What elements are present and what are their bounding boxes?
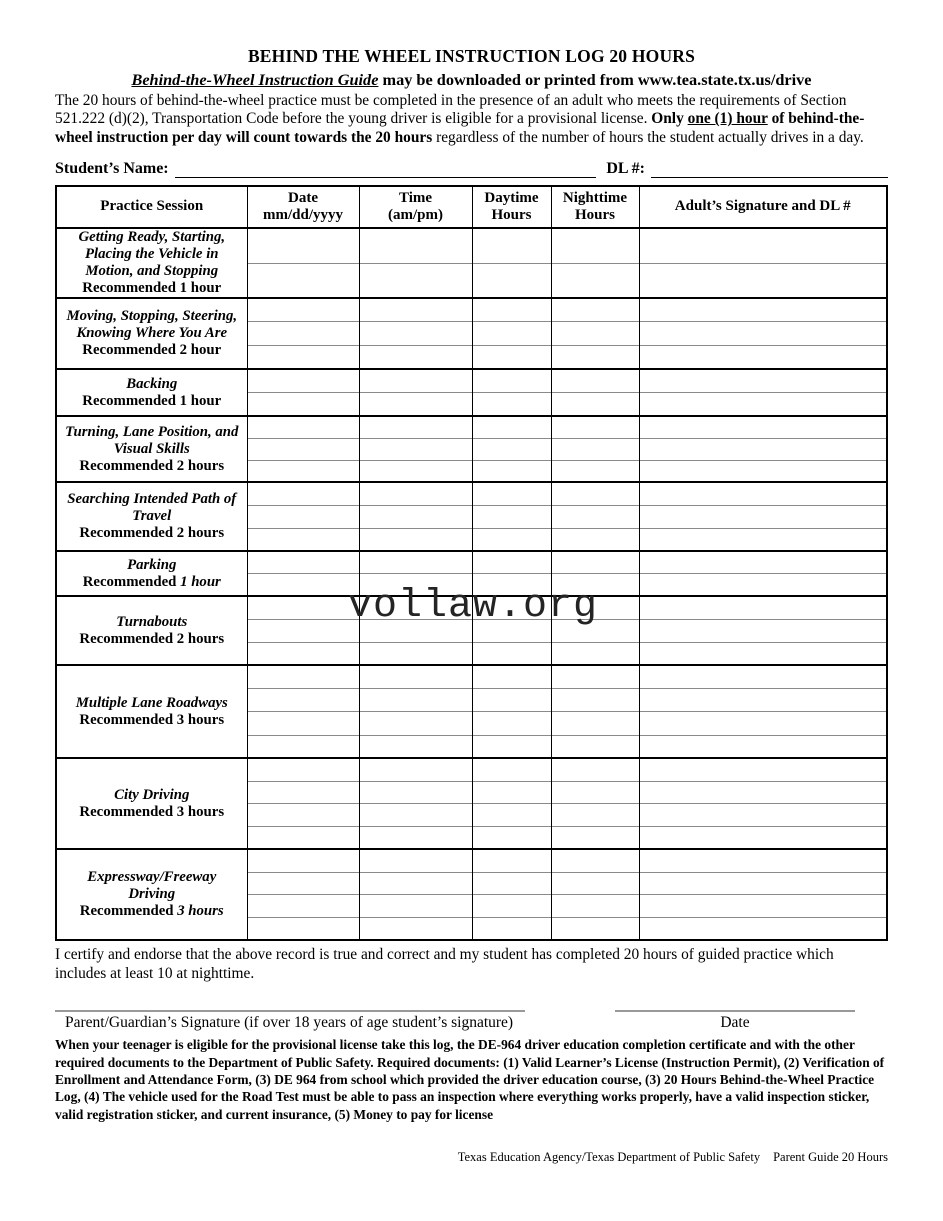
log-entry-cell[interactable] — [472, 574, 551, 597]
session-label — [56, 298, 247, 369]
log-entry-cell[interactable] — [359, 298, 472, 322]
intro-text-2: regardless of the number of hours the student actually drives in a day. — [432, 128, 864, 146]
log-entry-cell[interactable] — [472, 322, 551, 346]
log-entry-cell[interactable] — [359, 895, 472, 918]
guide-name-text: Behind-the-Wheel Instruction Guide — [131, 70, 379, 89]
log-entry-cell[interactable] — [472, 895, 551, 918]
log-entry-cell[interactable] — [639, 619, 887, 642]
log-entry-cell[interactable] — [247, 665, 359, 688]
watermark: vollaw.org — [348, 584, 599, 629]
log-entry-cell[interactable] — [472, 781, 551, 804]
log-entry-cell[interactable] — [359, 263, 472, 298]
session-title: Backing — [126, 375, 178, 392]
log-entry-cell[interactable] — [551, 528, 639, 551]
log-entry-cell[interactable] — [472, 346, 551, 370]
log-entry-cell[interactable] — [639, 918, 887, 941]
log-entry-cell[interactable] — [551, 438, 639, 460]
log-entry-cell[interactable] — [247, 781, 359, 804]
log-entry-cell[interactable] — [247, 849, 359, 872]
log-entry-cell[interactable] — [472, 482, 551, 505]
log-entry-cell[interactable] — [551, 322, 639, 346]
footer-doc-name: Parent Guide 20 Hours — [773, 1150, 888, 1164]
log-entry-cell[interactable] — [247, 735, 359, 758]
log-entry-cell[interactable] — [359, 872, 472, 895]
fine-print: When your teenager is eligible for the provisional license take this log, the DE-964 driver education completion certificate and with the other required documents to the Department of Public Safety. Required documents: (1) Valid Learner’s License (Instruction Permit), (2) Verification of Enrollment and Attendance Form, (3) DE 964 from school which provided the driver education course, (3) 20 Hours Behind-the-Wheel Practice Log, (4) The vehicle used for the Road Test must be able to pass an inspection where everything works properly, have a valid inspection sticker, valid registration sticker, and current insurance, (5) Money to pay for license — [55, 1037, 885, 1122]
log-entry-cell[interactable] — [639, 416, 887, 438]
session-label — [56, 758, 247, 849]
log-entry-cell[interactable] — [472, 804, 551, 827]
subtitle — [55, 70, 888, 90]
session-title: Getting Ready, Starting, Placing the Vehicle in Motion, and Stopping — [78, 229, 226, 280]
log-entry-cell[interactable] — [551, 849, 639, 872]
session-label — [56, 596, 247, 665]
session-title: Turning, Lane Position, and Visual Skills — [65, 423, 239, 457]
log-entry-cell[interactable] — [359, 758, 472, 781]
log-entry-cell[interactable] — [551, 298, 639, 322]
certification-statement: I certify and endorse that the above record is true and correct and my student has completed 20 hours of guided practice which includes at least 10 at nighttime. — [55, 946, 834, 982]
session-recommended-hours: Recommended 1 hour — [82, 280, 222, 297]
column-header-5: Adult’s Signature and DL # — [639, 186, 887, 228]
log-row — [56, 416, 887, 438]
log-entry-cell[interactable] — [472, 298, 551, 322]
log-entry-cell[interactable] — [639, 346, 887, 370]
page-title: BEHIND THE WHEEL INSTRUCTION LOG 20 HOURS — [247, 46, 696, 66]
log-entry-cell[interactable] — [247, 642, 359, 665]
log-entry-cell[interactable] — [472, 228, 551, 263]
log-entry-cell[interactable] — [551, 642, 639, 665]
log-entry-cell[interactable] — [359, 781, 472, 804]
session-title: Moving, Stopping, Steering, Knowing Where You Are — [66, 308, 238, 342]
session-label — [56, 849, 247, 940]
log-entry-cell[interactable] — [551, 619, 639, 642]
log-entry-cell[interactable] — [639, 665, 887, 688]
log-entry-cell[interactable] — [639, 827, 887, 850]
session-recommended-hours: Recommended 2 hours — [79, 457, 225, 474]
log-entry-cell[interactable] — [639, 505, 887, 528]
log-entry-cell[interactable] — [359, 642, 472, 665]
log-entry-cell[interactable] — [639, 804, 887, 827]
log-row — [56, 551, 887, 574]
column-header-2: Time (am/pm) — [359, 186, 472, 228]
log-row — [56, 228, 887, 263]
page-footer — [458, 1150, 888, 1165]
log-entry-cell[interactable] — [472, 505, 551, 528]
log-row — [56, 849, 887, 872]
session-title: Multiple Lane Roadways — [75, 694, 228, 711]
date-label: Date — [720, 1014, 750, 1032]
log-row — [56, 665, 887, 688]
log-entry-cell[interactable] — [639, 689, 887, 712]
session-label — [56, 665, 247, 758]
session-recommended-hours: Recommended 3 hours — [79, 803, 225, 820]
log-entry-cell[interactable] — [247, 346, 359, 370]
log-entry-cell[interactable] — [639, 849, 887, 872]
log-entry-cell[interactable] — [247, 596, 359, 619]
session-recommended-hours: Recommended 3 hours — [79, 903, 224, 920]
log-entry-cell[interactable] — [551, 872, 639, 895]
log-entry-cell[interactable] — [247, 298, 359, 322]
parent-signature-field[interactable] — [55, 1009, 525, 1012]
log-entry-cell[interactable] — [247, 482, 359, 505]
log-entry-cell[interactable] — [359, 482, 472, 505]
log-entry-cell[interactable] — [359, 804, 472, 827]
log-row — [56, 298, 887, 322]
session-label — [56, 228, 247, 298]
log-entry-cell[interactable] — [247, 438, 359, 460]
session-title: Searching Intended Path of Travel — [67, 491, 237, 525]
log-entry-cell[interactable] — [639, 393, 887, 417]
session-recommended-hours: Recommended 2 hours — [79, 525, 225, 542]
signature-row — [55, 1009, 888, 1032]
log-entry-cell[interactable] — [247, 528, 359, 551]
session-recommended-hours: Recommended 1 hour — [82, 392, 222, 409]
log-entry-cell[interactable] — [247, 228, 359, 263]
log-entry-cell[interactable] — [472, 918, 551, 941]
log-entry-cell[interactable] — [359, 849, 472, 872]
student-name-field[interactable] — [175, 160, 597, 178]
log-entry-cell[interactable] — [551, 574, 639, 597]
log-entry-cell[interactable] — [247, 804, 359, 827]
session-title: Parking — [127, 556, 177, 573]
log-entry-cell[interactable] — [551, 263, 639, 298]
log-entry-cell[interactable] — [639, 528, 887, 551]
log-entry-cell[interactable] — [639, 712, 887, 735]
log-entry-cell[interactable] — [639, 735, 887, 758]
log-row — [56, 596, 887, 619]
log-entry-cell[interactable] — [247, 551, 359, 574]
log-entry-cell[interactable] — [359, 505, 472, 528]
log-entry-cell[interactable] — [472, 872, 551, 895]
log-entry-cell[interactable] — [247, 505, 359, 528]
log-entry-cell[interactable] — [639, 322, 887, 346]
log-entry-cell[interactable] — [551, 505, 639, 528]
log-entry-cell[interactable] — [639, 228, 887, 263]
log-entry-cell[interactable] — [359, 416, 472, 438]
session-title: City Driving — [114, 786, 190, 803]
log-entry-cell[interactable] — [472, 689, 551, 712]
log-entry-cell[interactable] — [639, 369, 887, 393]
log-entry-cell[interactable] — [247, 460, 359, 482]
log-entry-cell[interactable] — [472, 849, 551, 872]
log-entry-cell[interactable] — [472, 263, 551, 298]
log-entry-cell[interactable] — [359, 322, 472, 346]
intro-bold-2: of behind-the-wheel instruction per day will count towards the 20 hours — [55, 110, 865, 146]
session-title: Expressway/Freeway Driving — [87, 869, 217, 903]
log-entry-cell[interactable] — [359, 346, 472, 370]
log-entry-cell[interactable] — [639, 298, 887, 322]
log-entry-cell[interactable] — [551, 393, 639, 417]
log-entry-cell[interactable] — [359, 369, 472, 393]
parent-signature-label: Parent/Guardian’s Signature (if over 18 years of age student’s signature) — [65, 1014, 514, 1032]
intro-bold-1: Only — [651, 110, 688, 128]
log-entry-cell[interactable] — [551, 895, 639, 918]
log-entry-cell[interactable] — [472, 735, 551, 758]
log-entry-cell[interactable] — [551, 735, 639, 758]
practice-log-table — [55, 185, 888, 941]
log-entry-cell[interactable] — [472, 460, 551, 482]
log-entry-cell[interactable] — [247, 689, 359, 712]
log-entry-cell[interactable] — [247, 574, 359, 597]
log-entry-cell[interactable] — [359, 827, 472, 850]
table-header-row — [56, 186, 887, 228]
log-entry-cell[interactable] — [472, 642, 551, 665]
log-entry-cell[interactable] — [472, 369, 551, 393]
log-entry-cell[interactable] — [472, 665, 551, 688]
log-entry-cell[interactable] — [551, 551, 639, 574]
log-entry-cell[interactable] — [551, 918, 639, 941]
log-entry-cell[interactable] — [551, 460, 639, 482]
log-entry-cell[interactable] — [247, 712, 359, 735]
column-header-0: Practice Session — [56, 186, 247, 228]
session-label — [56, 551, 247, 596]
log-entry-cell[interactable] — [247, 895, 359, 918]
log-entry-cell[interactable] — [639, 781, 887, 804]
log-entry-cell[interactable] — [247, 872, 359, 895]
log-entry-cell[interactable] — [472, 758, 551, 781]
log-entry-cell[interactable] — [247, 918, 359, 941]
log-entry-cell[interactable] — [639, 438, 887, 460]
log-entry-cell[interactable] — [359, 619, 472, 642]
log-entry-cell[interactable] — [247, 369, 359, 393]
log-entry-cell[interactable] — [359, 918, 472, 941]
log-entry-cell[interactable] — [551, 781, 639, 804]
log-entry-cell[interactable] — [639, 872, 887, 895]
log-entry-cell[interactable] — [359, 438, 472, 460]
log-row — [56, 482, 887, 505]
log-entry-cell[interactable] — [639, 758, 887, 781]
log-entry-cell[interactable] — [247, 416, 359, 438]
log-entry-cell[interactable] — [551, 346, 639, 370]
date-block — [615, 1009, 855, 1032]
log-entry-cell[interactable] — [247, 263, 359, 298]
log-entry-cell[interactable] — [359, 528, 472, 551]
session-recommended-hours: Recommended 1 hour — [82, 573, 221, 590]
log-entry-cell[interactable] — [639, 642, 887, 665]
log-entry-cell[interactable] — [359, 228, 472, 263]
log-entry-cell[interactable] — [551, 596, 639, 619]
session-label — [56, 482, 247, 551]
guide-rest-text: may be downloaded or printed from www.tea.state.tx.us/drive — [378, 70, 812, 89]
log-entry-cell[interactable] — [551, 369, 639, 393]
log-entry-cell[interactable] — [359, 551, 472, 574]
log-entry-cell[interactable] — [359, 735, 472, 758]
log-entry-cell[interactable] — [551, 712, 639, 735]
log-row — [56, 758, 887, 781]
log-entry-cell[interactable] — [551, 758, 639, 781]
intro-paragraph — [55, 92, 888, 147]
log-entry-cell[interactable] — [359, 665, 472, 688]
log-entry-cell[interactable] — [551, 827, 639, 850]
intro-bold-underline: one (1) hour — [687, 110, 768, 128]
log-row — [56, 369, 887, 393]
log-entry-cell[interactable] — [639, 895, 887, 918]
log-entry-cell[interactable] — [639, 263, 887, 298]
log-entry-cell[interactable] — [551, 665, 639, 688]
log-entry-cell[interactable] — [551, 689, 639, 712]
session-title: Turnabouts — [116, 613, 188, 630]
column-header-1: Date mm/dd/yyyy — [247, 186, 359, 228]
student-info-row — [55, 156, 888, 178]
log-entry-cell[interactable] — [551, 482, 639, 505]
log-entry-cell[interactable] — [551, 804, 639, 827]
log-entry-cell[interactable] — [472, 393, 551, 417]
log-entry-cell[interactable] — [359, 712, 472, 735]
student-name-label: Student’s Name: — [55, 160, 169, 178]
log-entry-cell[interactable] — [472, 528, 551, 551]
log-entry-cell[interactable] — [472, 551, 551, 574]
log-entry-cell[interactable] — [472, 416, 551, 438]
log-entry-cell[interactable] — [247, 827, 359, 850]
dl-number-label: DL #: — [606, 160, 645, 178]
log-entry-cell[interactable] — [247, 322, 359, 346]
log-entry-cell[interactable] — [247, 393, 359, 417]
log-entry-cell[interactable] — [472, 827, 551, 850]
log-entry-cell[interactable] — [639, 482, 887, 505]
session-label — [56, 416, 247, 482]
log-entry-cell[interactable] — [472, 596, 551, 619]
log-entry-cell[interactable] — [359, 460, 472, 482]
intro-text-1: The 20 hours of behind-the-wheel practice must be completed in the presence of an adult who meets the requirements of Section 521.222 (d)(2), Transportation Code before the young driver is eligible for a provisional license. — [55, 92, 847, 128]
log-entry-cell[interactable] — [472, 619, 551, 642]
session-recommended-hours: Recommended 2 hour — [82, 342, 222, 359]
log-entry-cell[interactable] — [247, 619, 359, 642]
log-entry-cell[interactable] — [639, 574, 887, 597]
dl-number-field[interactable] — [651, 160, 888, 178]
log-entry-cell[interactable] — [639, 551, 887, 574]
session-recommended-hours: Recommended 2 hours — [79, 630, 225, 647]
footer-agency: Texas Education Agency/Texas Department of Public Safety — [457, 1150, 761, 1164]
log-entry-cell[interactable] — [551, 228, 639, 263]
parent-signature-block — [55, 1009, 525, 1032]
column-header-3: Daytime Hours — [472, 186, 551, 228]
log-entry-cell[interactable] — [472, 438, 551, 460]
log-entry-cell[interactable] — [359, 393, 472, 417]
log-entry-cell[interactable] — [359, 574, 472, 597]
column-header-4: Nighttime Hours — [551, 186, 639, 228]
log-entry-cell[interactable] — [247, 758, 359, 781]
log-entry-cell[interactable] — [639, 596, 887, 619]
log-entry-cell[interactable] — [551, 416, 639, 438]
session-recommended-hours: Recommended 3 hours — [79, 711, 225, 728]
session-label — [56, 369, 247, 416]
log-entry-cell[interactable] — [359, 689, 472, 712]
log-entry-cell[interactable] — [472, 712, 551, 735]
log-entry-cell[interactable] — [639, 460, 887, 482]
date-field[interactable] — [615, 1009, 855, 1012]
log-entry-cell[interactable] — [359, 596, 472, 619]
